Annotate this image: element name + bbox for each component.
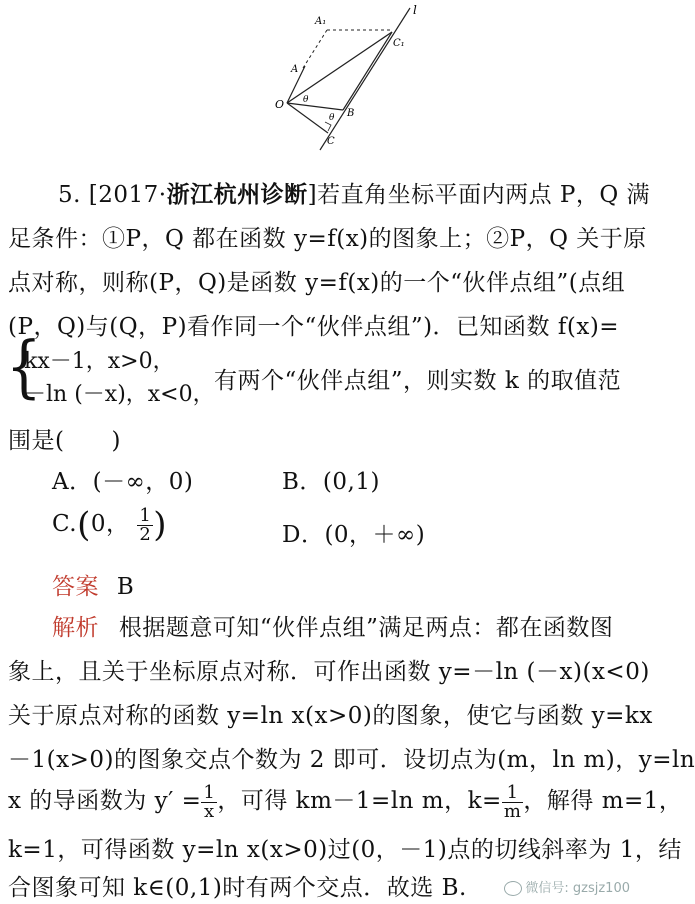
analysis-line-6: k=1，可得函数 y=ln x(x>0)过(0，－1)点的切线斜率为 1，结 (8, 837, 682, 863)
problem-line-6: 围是( ) (8, 428, 121, 454)
option-a[interactable]: A．(－∞，0) (52, 469, 194, 495)
label-a: A (291, 64, 299, 75)
analysis-line-5 (8, 782, 682, 821)
analysis-text-5b: ，可得 km－1=ln m，k= (217, 788, 502, 814)
fraction-numerator: 1 (139, 504, 152, 526)
k-numerator: 1 (502, 784, 524, 803)
option-c-prefix: C. (52, 511, 78, 537)
option-c[interactable] (52, 505, 167, 545)
piece-2: －ln (－x)，x<0， (24, 382, 215, 407)
label-a1: A₁ (315, 16, 327, 27)
label-c: C (327, 136, 335, 147)
derivative-numerator: 1 (203, 781, 216, 803)
analysis-line-7: 合图象可知 k∈(0,1)时有两个交点．故选 B. (8, 875, 467, 901)
k-fraction (502, 781, 524, 822)
piecewise-brace: { (6, 328, 42, 407)
geometry-diagram (265, 0, 425, 158)
label-o: O (275, 98, 285, 111)
label-c1: C₁ (393, 38, 405, 49)
label-theta-1: θ (303, 95, 309, 105)
k-denominator: m (503, 800, 522, 822)
problem-source-close: ] (307, 182, 318, 208)
fraction-denominator: 2 (139, 523, 152, 545)
problem-line-4: (P，Q)与(Q，P)看作同一个“伙伴点组”)．已知函数 f(x)= (8, 314, 620, 340)
option-c-zero: 0， (90, 511, 130, 537)
problem-line-2: 足条件：①P，Q 都在函数 y=f(x)的图象上；②P，Q 关于原 (8, 226, 647, 252)
option-c-open-paren: ( (77, 505, 91, 545)
option-c-fraction (137, 504, 153, 545)
label-theta-2: θ (329, 113, 335, 123)
derivative-fraction (201, 781, 217, 822)
option-d[interactable]: D．(0，＋∞) (282, 522, 426, 548)
problem-line-1-rest: 若直角坐标平面内两点 P，Q 满 (317, 182, 651, 208)
analysis-text-1: 根据题意可知“伙伴点组”满足两点：都在函数图 (118, 615, 614, 641)
analysis-label: 解析 (52, 615, 99, 641)
option-b[interactable]: B．(0,1) (282, 469, 380, 495)
watermark (504, 877, 630, 896)
answer-line (52, 568, 134, 601)
analysis-line-4: －1(x>0)的图象交点个数为 2 即可．设切点为(m，ln m)，y=ln (8, 747, 695, 773)
analysis-line-2: 象上，且关于坐标原点对称．可作出函数 y=－ln (－x)(x<0) (8, 659, 650, 685)
label-b: B (347, 108, 355, 119)
problem-line-3: 点对称，则称(P，Q)是函数 y=f(x)的一个“伙伴点组”(点组 (8, 270, 626, 296)
analysis-text-5a: x 的导函数为 y′ = (8, 788, 202, 814)
answer-value: B (116, 574, 135, 600)
analysis-line-3: 关于原点对称的函数 y=ln x(x>0)的图象，使它与函数 y=kx (8, 703, 653, 729)
option-c-close-paren: ) (153, 505, 168, 545)
answer-label: 答案 (52, 574, 99, 600)
problem-source-city: 浙江杭州诊断 (166, 181, 308, 208)
problem-line-1 (58, 176, 650, 209)
wechat-icon (504, 881, 522, 896)
problem-number: 5. (58, 182, 81, 208)
watermark-text: 微信号: gzsjz100 (525, 881, 630, 896)
piece-1: kx－1，x>0， (24, 349, 175, 374)
analysis-text-5c: ，解得 m=1， (523, 788, 683, 814)
derivative-denominator: x (204, 800, 215, 822)
label-l: l (413, 3, 417, 17)
analysis-line-1 (52, 609, 613, 642)
problem-source-open: [2017· (88, 182, 167, 208)
problem-line-5: 有两个“伙伴点组”，则实数 k 的取值范 (214, 368, 622, 394)
